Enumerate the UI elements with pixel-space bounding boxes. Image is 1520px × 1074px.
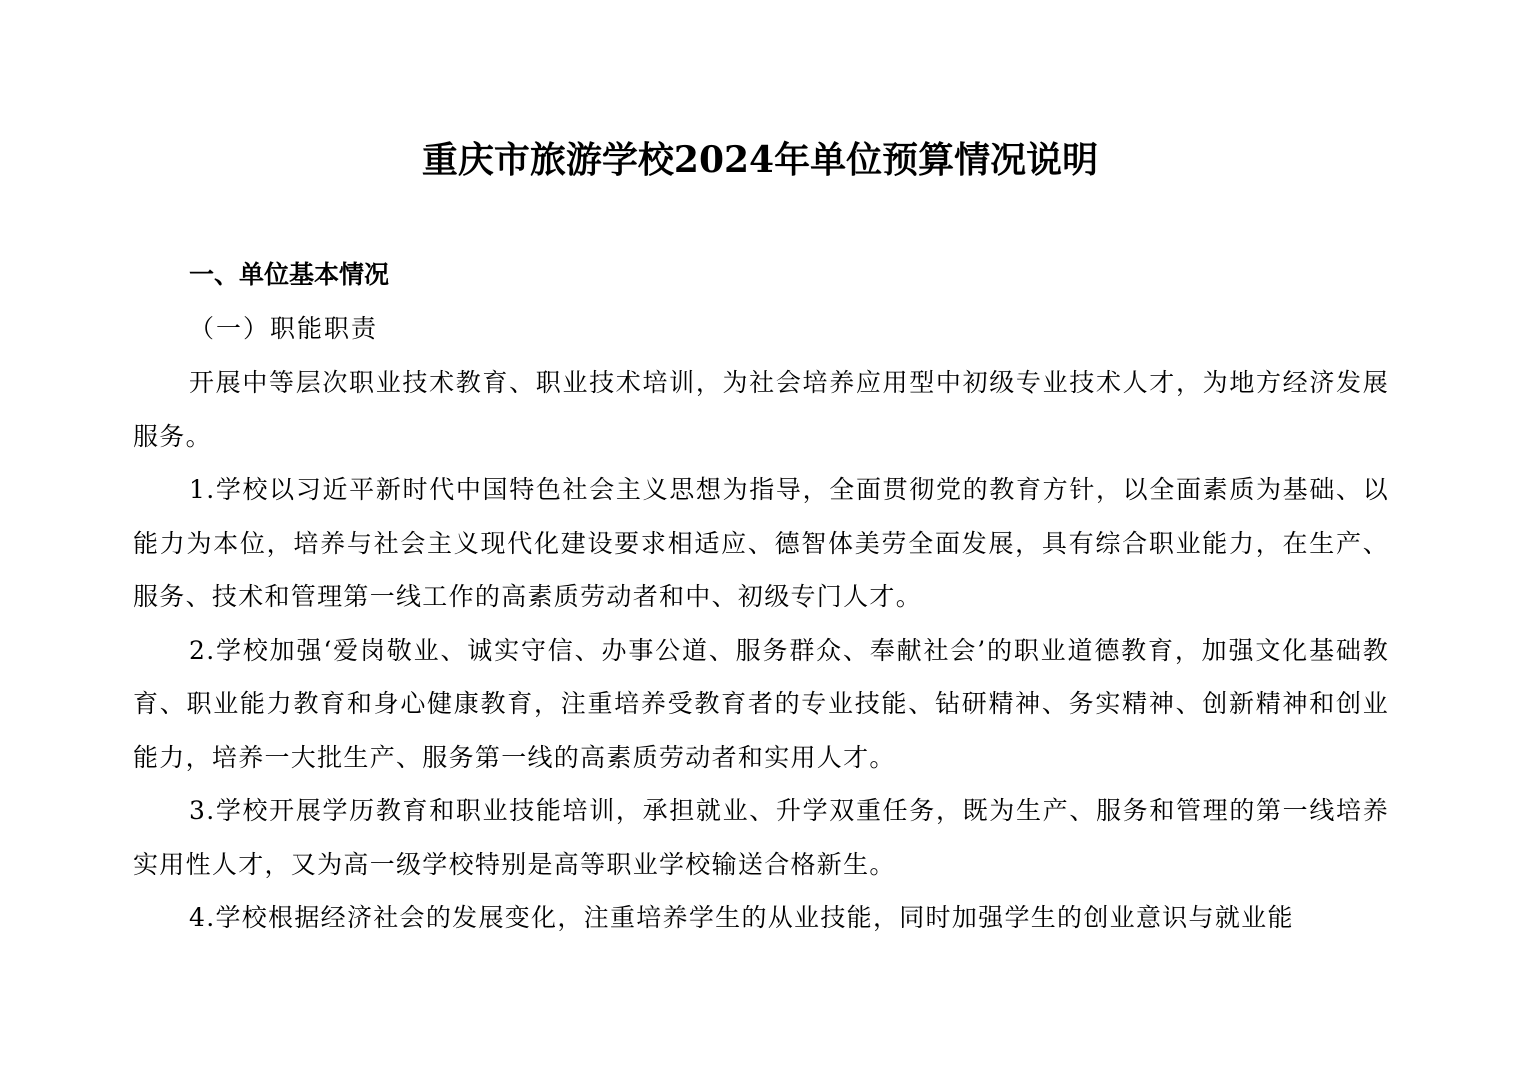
paragraph-item-1: 1.学校以习近平新时代中国特色社会主义思想为指导，全面贯彻党的教育方针，以全面素质为基础、以能力为本位，培养与社会主义现代化建设要求相适应、德智体美劳全面发展，具有综合职业能力，在生产、服务、技术和管理第一线工作的高素质劳动者和中、初级专门人才。 [133,475,1389,611]
document-body [133,248,1389,945]
subsection-heading-duties: （一）职能职责 [189,314,379,343]
paragraph-item-2: 2.学校加强‘爱岗敬业、诚实守信、办事公道、服务群众、奉献社会’的职业道德教育，加强文化基础教育、职业能力教育和身心健康教育，注重培养受教育者的专业技能、钻研精神、务实精神、创新精神和创业能力，培养一大批生产、服务第一线的高素质劳动者和实用人才。 [133,635,1389,772]
paragraph-intro: 开展中等层次职业技术教育、职业技术培训，为社会培养应用型中初级专业技术人才，为地方经济发展服务。 [133,368,1389,451]
section-heading-basic-info: 一、单位基本情况 [189,260,390,289]
paragraph-item-4: 4.学校根据经济社会的发展变化，注重培养学生的从业技能，同时加强学生的创业意识与就业能 [189,903,1294,932]
paragraph-item-3: 3.学校开展学历教育和职业技能培训，承担就业、升学双重任务，既为生产、服务和管理的第一线培养实用性人才，又为高一级学校特别是高等职业学校输送合格新生。 [133,796,1389,879]
document-title: 重庆市旅游学校2024年单位预算情况说明 [421,139,1099,181]
